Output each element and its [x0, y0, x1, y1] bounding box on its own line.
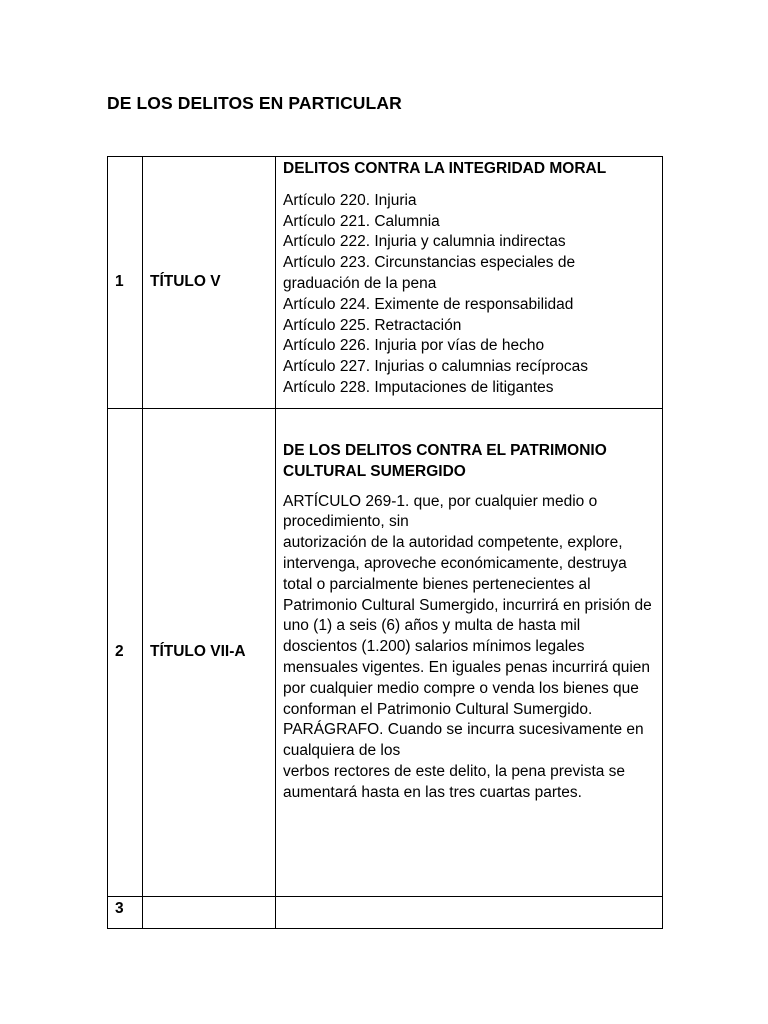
list-item: Artículo 223. Circunstancias especiales de graduación de la pena: [283, 254, 576, 292]
list-item: Artículo 221. Calumnia: [283, 212, 440, 230]
list-item: Artículo 227. Injurias o calumnias recíprocas: [283, 358, 588, 376]
table-row: [108, 897, 663, 929]
article-list: [283, 191, 656, 399]
article-text: [283, 492, 656, 804]
row-title: [143, 897, 276, 929]
list-item: Artículo 225. Retractación: [283, 316, 462, 334]
row-number: 1: [108, 157, 143, 409]
section-heading: DELITOS CONTRA LA INTEGRIDAD MORAL: [283, 160, 607, 177]
list-item: Artículo 220. Injuria: [283, 191, 417, 209]
table-row: [108, 157, 663, 409]
row-content: [276, 157, 663, 409]
page-title: DE LOS DELITOS EN PARTICULAR: [107, 93, 402, 113]
list-item: Artículo 222. Injuria y calumnia indirectas: [283, 233, 566, 251]
table-row: [108, 409, 663, 897]
row-content: [276, 897, 663, 929]
section-heading: DE LOS DELITOS CONTRA EL PATRIMONIO CULTURAL SUMERGIDO: [283, 442, 607, 480]
list-item: Artículo 226. Injuria por vías de hecho: [283, 337, 545, 355]
list-item: Artículo 224. Eximente de responsabilidad: [283, 295, 574, 313]
row-content: [276, 409, 663, 897]
row-title: TÍTULO VII-A: [143, 409, 276, 897]
offenses-table: [107, 156, 663, 929]
paragraph: ARTÍCULO 269-1. que, por cualquier medio o procedimiento, sin: [283, 492, 598, 531]
row-title: TÍTULO V: [143, 157, 276, 409]
row-number: 3: [108, 897, 143, 929]
paragraph: autorización de la autoridad competente, explore, intervenga, aproveche económicamente, destruya total o parcialmente bienes pertenecientes al Patrimonio Cultural Sumergido, incurrirá en prisión de uno (1) a seis (6) años y multa de hasta mil doscientos (1.200) salarios mínimos legales mensuales vigentes. En iguales penas incurrirá quien por cualquier medio compre o venda los bienes que conforman el Patrimonio Cultural Sumergido.: [283, 534, 652, 718]
paragraph: PARÁGRAFO. Cuando se incurra sucesivamente en cualquiera de los: [283, 721, 644, 760]
list-item: Artículo 228. Imputaciones de litigantes: [283, 378, 554, 396]
row-number: 2: [108, 409, 143, 897]
paragraph: verbos rectores de este delito, la pena prevista se aumentará hasta en las tres cuartas partes.: [283, 762, 626, 801]
